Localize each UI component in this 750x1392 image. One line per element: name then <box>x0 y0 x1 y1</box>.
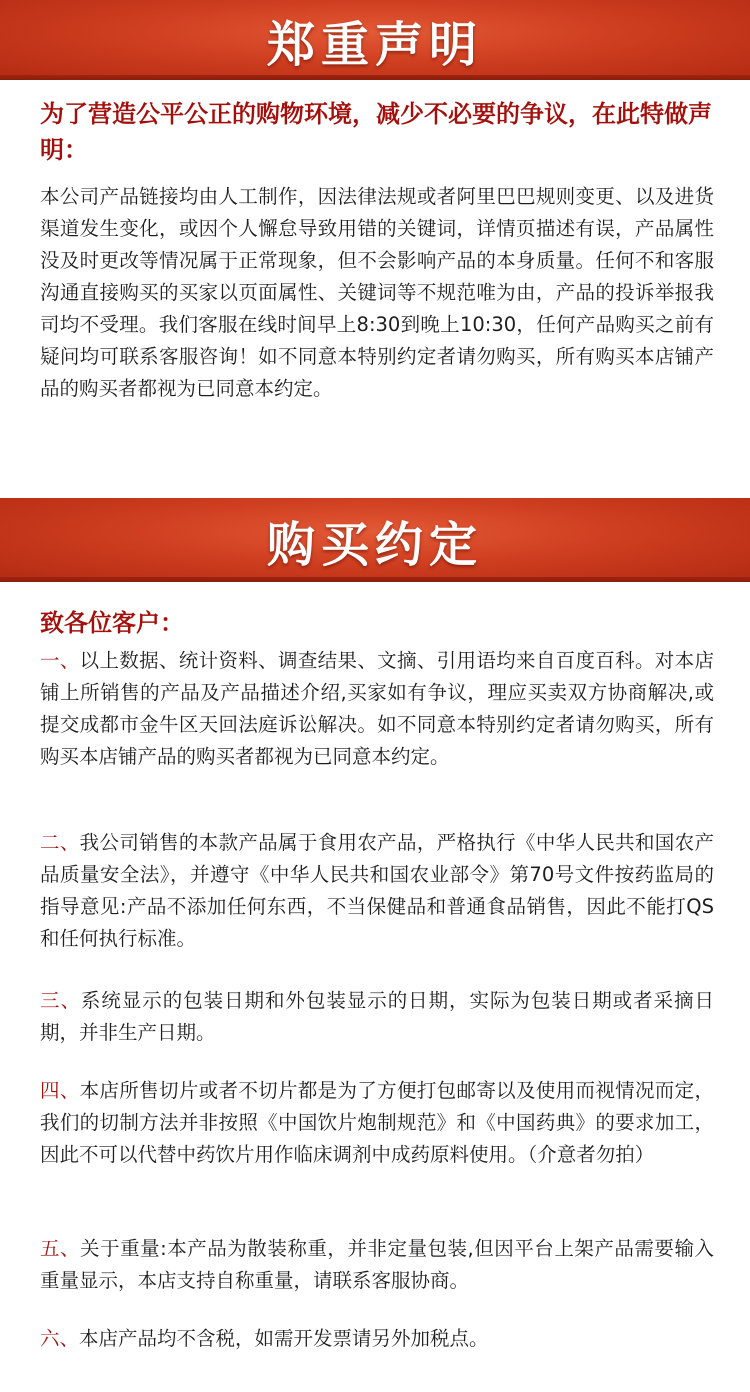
purchase-agreement-banner <box>0 498 750 582</box>
statement-heading: 为了营造公平公正的购物环境，减少不必要的争议，在此特做声明： <box>40 100 712 164</box>
clause-text: 关于重量:本产品为散装称重，并非定量包装,但因平台上架产品需要输入重量显示，本店支持自称重量，请联系客服协商。 <box>40 1237 714 1292</box>
clause-text: 我公司销售的本款产品属于食用农产品，严格执行《中华人民共和国农产品质量安全法》，并遵守《中华人民共和国农业部令》第70号文件按药监局的指导意见:产品不添加任何东西，不当保健品和普通食品销售，因此不能打QS和任何执行标准。 <box>40 831 714 950</box>
clause-number: 五、 <box>40 1237 81 1260</box>
clause-number: 四、 <box>40 1079 80 1102</box>
clause-number: 一、 <box>40 649 80 672</box>
statement-title: 郑重声明 <box>266 16 483 73</box>
clause-text: 系统显示的包装日期和外包装显示的日期，实际为包装日期或者采摘日期，并非生产日期。 <box>40 989 714 1044</box>
agreement-clause-4 <box>40 1075 714 1171</box>
purchase-agreement-title: 购买约定 <box>266 516 483 573</box>
statement-banner <box>0 0 750 80</box>
clause-number: 三、 <box>40 989 81 1012</box>
agreement-clause-6 <box>40 1323 714 1355</box>
agreement-clause-5 <box>40 1233 714 1297</box>
clause-text: 以上数据、统计资料、调查结果、文摘、引用语均来自百度百科。对本店铺上所销售的产品及产品描述介绍,买家如有争议，理应买卖双方协商解决,或提交成都市金牛区天回法庭诉讼解决。如不同意本特别约定者请勿购买，所有购买本店铺产品的购买者都视为已同意本约定。 <box>40 649 714 768</box>
clause-text: 本店产品均不含税，如需开发票请另外加税点。 <box>79 1327 489 1350</box>
customer-greeting: 致各位客户： <box>40 609 184 637</box>
agreement-clause-1 <box>40 645 714 773</box>
agreement-clause-3 <box>40 985 714 1049</box>
clause-number: 六、 <box>40 1327 80 1350</box>
clause-text: 本店所售切片或者不切片都是为了方便打包邮寄以及使用而视情况而定，我们的切制方法并非按照《中国饮片炮制规范》和《中国药典》的要求加工，因此不可以代替中药饮片用作临床调剂中成药原料使用。（介意者勿拍） <box>40 1079 714 1166</box>
agreement-clause-2 <box>40 827 714 955</box>
statement-body: 本公司产品链接均由人工制作，因法律法规或者阿里巴巴规则变更、以及进货渠道发生变化，或因个人懈怠导致用错的关键词，详情页描述有误，产品属性没及时更改等情况属于正常现象，但不会影响产品的本身质量。任何不和客服沟通直接购买的买家以页面属性、关键词等不规范唯为由，产品的投诉举报我司均不受理。我们客服在线时间早上8:30到晚上10:30，任何产品购买之前有疑问均可联系客服咨询！如不同意本特别约定者请勿购买，所有购买本店铺产品的购买者都视为已同意本约定。 <box>40 185 714 400</box>
clause-number: 二、 <box>40 831 80 854</box>
